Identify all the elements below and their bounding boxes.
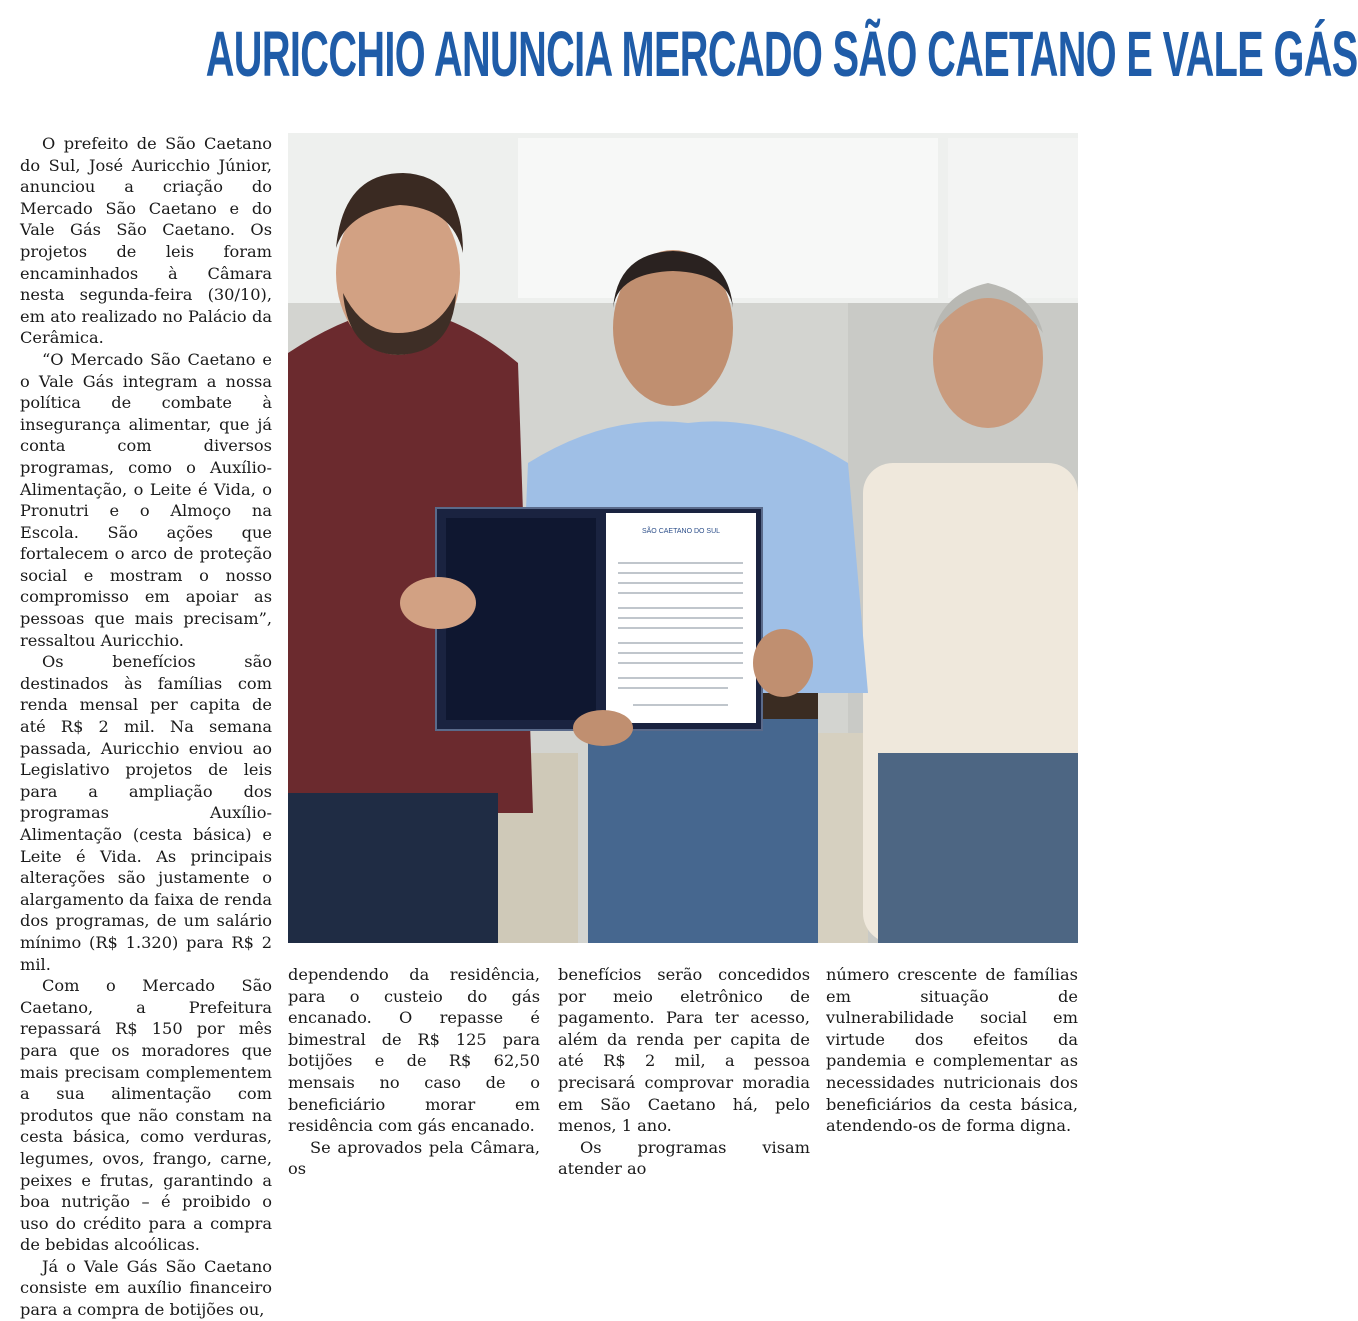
article-paragraph: Já o Vale Gás São Caetano consiste em auxílio financeiro para a compra de botijões ou, bbox=[20, 1256, 272, 1320]
article-column-2 bbox=[288, 964, 540, 1180]
article-photo bbox=[288, 133, 1078, 943]
article-paragraph: O prefeito de São Caetano do Sul, José Auricchio Júnior, anunciou a criação do Mercado São Caetano e do Vale Gás São Caetano. Os projetos de leis foram encaminhados à Câmara nesta segunda-feira (30/10), em ato realizado no Palácio da Cerâmica. bbox=[20, 134, 272, 348]
signed-document-folder bbox=[436, 508, 762, 730]
headline: AURICCHIO ANUNCIA MERCADO SÃO CAETANO E VALE GÁS bbox=[205, 18, 1358, 90]
article-column-1 bbox=[20, 133, 272, 1321]
article-paragraph: Com o Mercado São Caetano, a Prefeitura repassará R$ 150 por mês para que os moradores que mais precisam complementem a sua alimentação com produtos que não constam na cesta básica, como verduras, legumes, ovos, frango, carne, peixes e frutas, garantindo a boa nutrição – é proibido o uso do crédito para a compra de bebidas alcoólicas. bbox=[20, 976, 272, 1255]
photo-illustration bbox=[288, 133, 1078, 943]
article-column-3 bbox=[558, 964, 810, 1180]
article-paragraph: dependendo da residência, para o custeio do gás encanado. O repasse é bimestral de R$ 125 para botijões e de R$ 62,50 mensais no caso de o beneficiário morar em residência com gás encanado. bbox=[288, 965, 540, 1136]
article-paragraph: “O Mercado São Caetano e o Vale Gás integram a nossa política de combate à insegurança alimentar, que já conta com diversos programas, como o Auxílio-Alimentação, o Leite é Vida, o Pronutri e o Almoço na Escola. São ações que fortalecem o arco de proteção social e mostram o nosso compromisso em apoiar as pessoas que mais precisam”, ressaltou Auricchio. bbox=[20, 349, 272, 650]
article-paragraph: benefícios serão concedidos por meio eletrônico de pagamento. Para ter acesso, além da renda per capita de até R$ 2 mil, a pessoa precisará comprovar moradia em São Caetano há, pelo menos, 1 ano. bbox=[558, 965, 810, 1136]
article-paragraph: Os benefícios são destinados às famílias com renda mensal per capita de até R$ 2 mil. Na semana passada, Auricchio enviou ao Legislativo projetos de leis para a ampliação dos programas Auxílio-Alimentação (cesta básica) e Leite é Vida. As principais alterações são justamente o alargamento da faixa de renda dos programas, de um salário mínimo (R$ 1.320) para R$ 2 mil. bbox=[20, 652, 272, 974]
document-header-text: SÃO CAETANO DO SUL bbox=[641, 528, 721, 535]
article-column-4 bbox=[826, 964, 1078, 1137]
article-paragraph: número crescente de famílias em situação de vulnerabilidade social em virtude dos efeitos da pandemia e complementar as necessidades nutricionais dos beneficiários da cesta básica, atendendo-os de forma digna. bbox=[826, 965, 1078, 1136]
article-paragraph: Os programas visam atender ao bbox=[558, 1137, 810, 1179]
article-paragraph: Se aprovados pela Câmara, os bbox=[288, 1137, 540, 1179]
